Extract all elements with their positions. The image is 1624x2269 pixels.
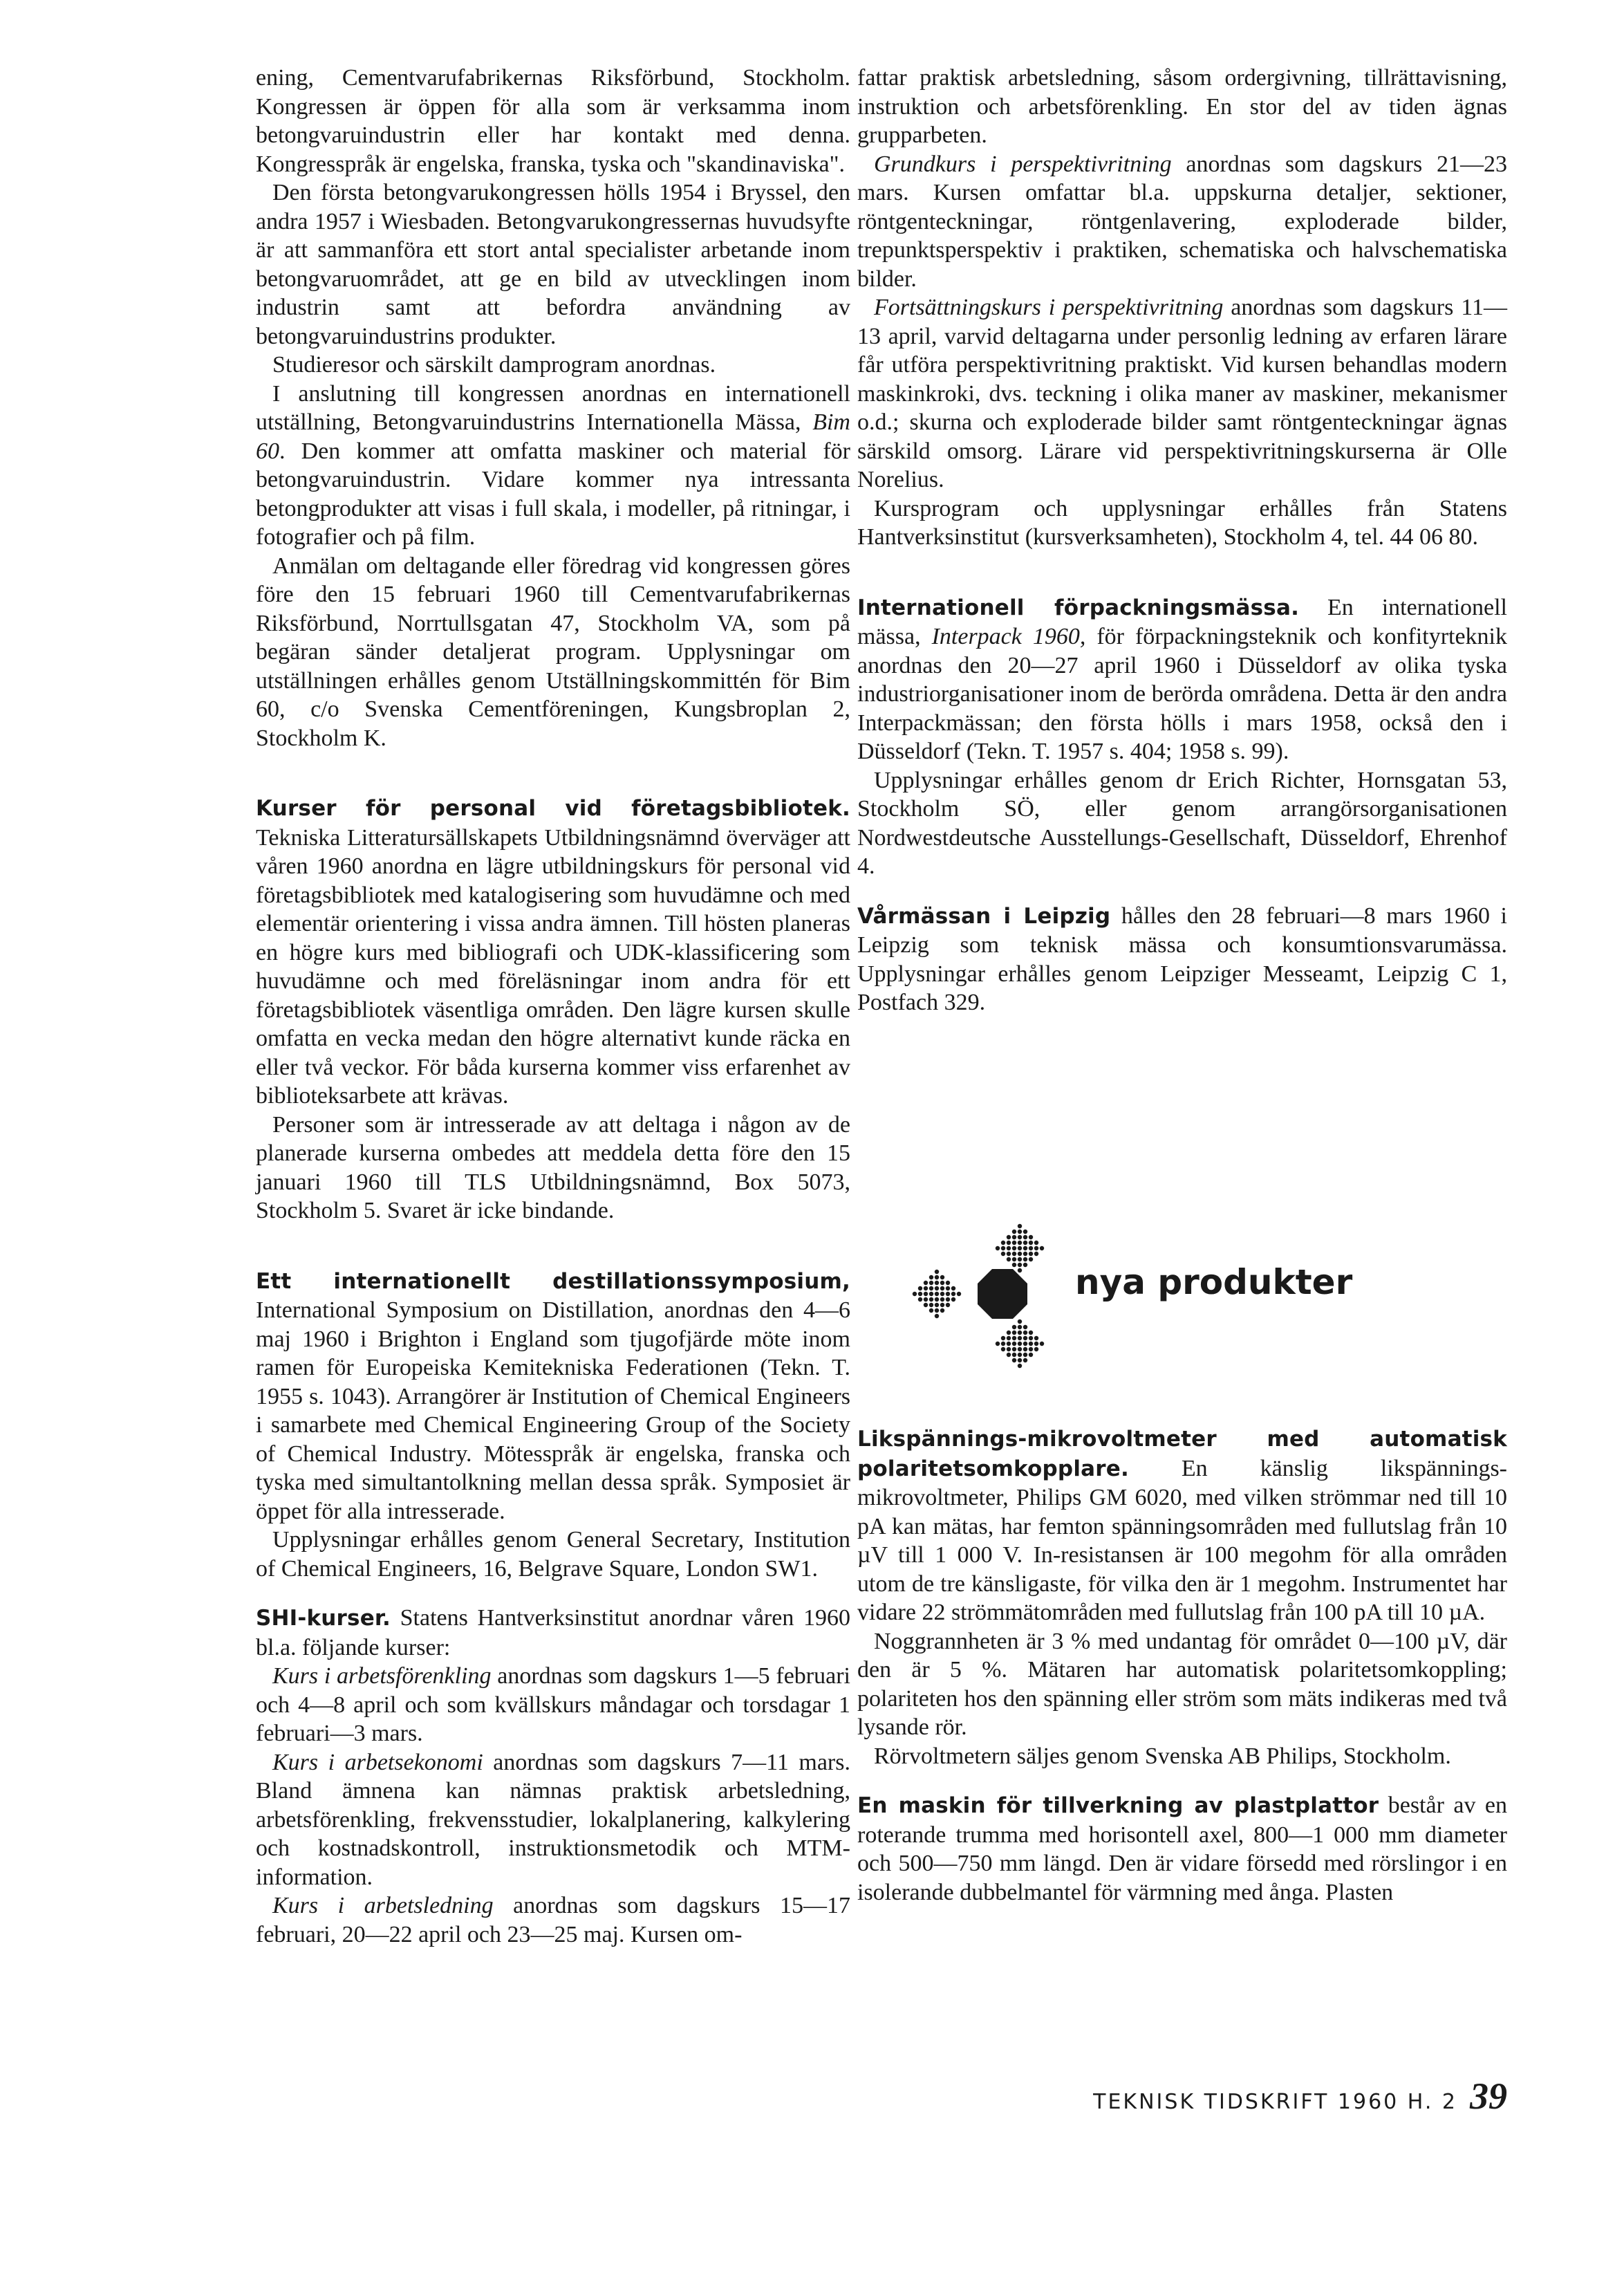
emblem-dot: [1012, 1230, 1016, 1234]
emblem-dot: [935, 1281, 939, 1285]
section-heading: Ett internationellt destillationssymposium,: [256, 1268, 850, 1294]
course-name: Kurs i arbetsekonomi: [272, 1749, 483, 1775]
section-heading: Internationell förpackningsmässa.: [857, 595, 1300, 620]
emblem-dot: [924, 1297, 928, 1302]
emblem-dot: [1040, 1342, 1044, 1346]
octagon-icon: [978, 1269, 1027, 1319]
emblem-dot: [946, 1286, 950, 1290]
emblem-dot: [1023, 1331, 1027, 1335]
emblem-dot: [1012, 1358, 1016, 1362]
text-run: anordnas som dagskurs 1—5 februari och 4—8 april och som kvällskurs måndagar och torsdagar 1 februari—3 mars.: [256, 1663, 850, 1746]
text-run: för förpackningsteknik och konfityrteknik anordnas den 20—27 april 1960 i Düsseldorf av olika tyska industriorganisationer inom de berörda områdena. Detta är den andra Interpackmässan; den första hölls i mars 1958, också den i Düsseldorf (Tekn. T. 1957 s. 404; 1958 s. 99).: [857, 624, 1508, 764]
emblem-dot: [1023, 1230, 1027, 1234]
article-packaging-fair: [857, 593, 1507, 766]
emblem-dot: [1018, 1325, 1022, 1329]
emblem-dot: [1007, 1246, 1011, 1250]
emblem-dot: [1001, 1342, 1005, 1346]
emblem-dot: [924, 1281, 928, 1285]
paragraph: [857, 293, 1507, 494]
text-run: anordnas som dagskurs 21—23 mars. Kursen omfattar bl.a. uppskurna detaljer, sektioner, röntgenteckningar, röntgenlavering, exploderade bilder, trepunktsperspektiv i praktiken, schematiska och halvschematiska bilder.: [857, 151, 1507, 292]
emblem-dot: [1001, 1246, 1005, 1250]
emblem-dot: [1023, 1336, 1027, 1340]
emblem-dot: [1023, 1252, 1027, 1256]
emblem-dot: [929, 1275, 933, 1279]
emblem-dot: [1023, 1347, 1027, 1351]
emblem-dot: [1029, 1336, 1033, 1340]
emblem-dot: [1012, 1263, 1016, 1267]
paragraph: Kursprogram och upplysningar erhålles från Statens Hantverksinstitut (kursverksamheten), Stockholm 4, tel. 44 06 80.: [857, 495, 1507, 550]
paragraph: Den första betongvarukongressen hölls 1954 i Bryssel, den andra 1957 i Wiesbaden. Betongvarukongressernas huvudsyfte är att sammanföra ett stort antal specialister arbetande inom betongvaruområdet, att ge en bild av utvecklingen inom industrin samt att befordra användning av betongvaruindustrins produkter.: [256, 180, 850, 349]
emblem-dot: [918, 1286, 922, 1290]
article-microvoltmeter: [857, 1425, 1507, 1627]
emblem-dot: [1034, 1241, 1038, 1245]
emblem-dot: [1023, 1353, 1027, 1357]
emblem-dot: [929, 1303, 933, 1307]
emblem-dot: [946, 1297, 950, 1302]
text-run: Statens Hantverksinstitut anordnar våren 1960 bl.a. följande kurser:: [256, 1605, 850, 1660]
emblem-dot: [1012, 1325, 1016, 1329]
emblem-dot: [1007, 1241, 1011, 1245]
emblem-dot: [1012, 1347, 1016, 1351]
paragraph: [256, 1891, 850, 1949]
emblem-dot: [1018, 1224, 1022, 1228]
emblem-dot: [946, 1292, 950, 1296]
article-library-courses: [256, 794, 850, 1111]
emblem-dot: [1012, 1336, 1016, 1340]
emblem-dot: [935, 1286, 939, 1290]
emblem-dot: [929, 1292, 933, 1296]
emblem-dot: [951, 1292, 955, 1296]
emblem-dot: [1029, 1241, 1033, 1245]
emblem-dot: [1029, 1347, 1033, 1351]
new-products-title: nya produkter: [1075, 1262, 1353, 1302]
emblem-dot: [957, 1292, 961, 1296]
emblem-dot: [1018, 1342, 1022, 1346]
left-column: [256, 64, 850, 1949]
emblem-dot: [935, 1297, 939, 1302]
emblem-dot: [1018, 1230, 1022, 1234]
emblem-dot: [929, 1308, 933, 1313]
emblem-dot: [1001, 1252, 1005, 1256]
emblem-dot: [935, 1303, 939, 1307]
emblem-dot: [1018, 1358, 1022, 1362]
paragraph: fattar praktisk arbetsledning, såsom ordergivning, tillrättavisning, instruktion och arbetsförenkling. En stor del av tiden ägnas grupparbeten.: [857, 65, 1507, 148]
emblem-dot: [913, 1292, 917, 1296]
text-run: International Symposium on Distillation, anordnas den 4—6 maj 1960 i Brighton i England som tjugofjärde möte inom ramen för Europeiska Kemitekniska Federationen (Tekn. T. 1955 s. 1043). Arrangörer är Institution of Chemical Engineers i samarbete med Chemical Engineering Group of the Society of Chemical Industry. Mötesspråk är engelska, franska och tyska med simultantolkning mellan dessa språk. Symposiet är öppet för alla intresserade.: [256, 1297, 850, 1524]
emblem-dot: [1018, 1336, 1022, 1340]
emblem-dot: [1007, 1252, 1011, 1256]
emblem-dot: [1012, 1241, 1016, 1245]
emblem-dot: [946, 1281, 950, 1285]
emblem-dot: [929, 1281, 933, 1285]
paragraph: ening, Cementvarufabrikernas Riksförbund, Stockholm. Kongressen är öppen för alla som är verksamma inom betongvaruindustrin eller har kontakt med denna. Kongresspråk är engelska, franska, tyska och "skandinaviska".: [256, 65, 850, 177]
emblem-dot: [1023, 1235, 1027, 1239]
article-leipzig-fair: [857, 902, 1507, 1017]
emblem-dot: [1007, 1257, 1011, 1261]
text-run: En känslig likspännings-mikrovoltmeter, Philips GM 6020, med vilken strömmar ned till 10 pA kan mätas, har femton spänningsområden med fullutslag från 10 µV till 1 000 V. In-resistansen är 100 megohm för alla områden utom de tre känsligaste, för vilka den är 1 megohm. Instrumentet har vidare 22 strömmätområden med fullutslag från 100 pA till 10 µA.: [857, 1455, 1507, 1625]
emblem-dot: [935, 1292, 939, 1296]
emblem-dot: [940, 1286, 944, 1290]
emblem-dot: [1012, 1342, 1016, 1346]
emblem-dot: [1018, 1353, 1022, 1357]
paragraph: Personer som är intresserade av att deltaga i någon av de planerade kurserna ombedes att meddela detta före den 15 januari 1960 till TLS Utbildningsnämnd, Box 5073, Stockholm 5. Svaret är icke bindande.: [256, 1111, 850, 1223]
emblem-dot: [940, 1275, 944, 1279]
text-run: En internationell mässa,: [857, 594, 1507, 649]
paragraph: [857, 150, 1507, 294]
new-products-emblem-icon: [892, 1221, 1085, 1380]
text-run: anordnas som dagskurs 7—11 mars. Bland ämnena kan nämnas praktisk arbetsledning, arbetsförenkling, frekvensstudier, lokalplanering, kalkylering och kostnadskontroll, instruktionsmetodik och MTM-information.: [256, 1749, 850, 1890]
paragraph: Anmälan om deltagande eller föredrag vid kongressen göres före den 15 februari 1960 till Cementvarufabrikernas Riksförbund, Norrtullsgatan 47, Stockholm VA, som på begäran sänder detaljerat program. Upplysningar om utställningen erhålles genom Utställningskommittén för Bim 60, c/o Svenska Cementföreningen, Kungsbroplan 2, Stockholm K.: [256, 553, 850, 751]
publication-name: TEKNISK TIDSKRIFT 1960 H. 2: [1093, 2090, 1457, 2114]
emblem-dot: [946, 1303, 950, 1307]
emblem-dot: [1007, 1342, 1011, 1346]
emblem-dot: [1018, 1268, 1022, 1272]
emblem-dot: [918, 1297, 922, 1302]
emblem-dot: [935, 1275, 939, 1279]
emblem-dot: [940, 1292, 944, 1296]
emblem-dot: [1018, 1364, 1022, 1368]
emblem-dot: [1023, 1241, 1027, 1245]
emblem-dot: [1007, 1336, 1011, 1340]
page-number: 39: [1470, 2075, 1507, 2117]
emblem-dot: [918, 1292, 922, 1296]
emblem-dot: [1034, 1347, 1038, 1351]
text-run: . Den kommer att omfatta maskiner och material för betongvaruindustrin. Vidare kommer nya intressanta betongprodukter att visas i full skala, i modeller, på ritningar, i fotografier och på film.: [256, 438, 850, 550]
emblem-dot: [940, 1303, 944, 1307]
emblem-dot: [935, 1314, 939, 1318]
emblem-dot: [1023, 1246, 1027, 1250]
emblem-dot: [924, 1286, 928, 1290]
course-name: Fortsättningskurs i perspektivritning: [874, 295, 1224, 320]
emblem-dot: [924, 1303, 928, 1307]
article-distillation-symposium: [256, 1267, 850, 1526]
article-shi-courses: [256, 1604, 850, 1662]
emblem-dot: [924, 1292, 928, 1296]
emblem-dot: [1023, 1325, 1027, 1329]
emblem-dot: [951, 1297, 955, 1302]
emblem-dot: [1012, 1331, 1016, 1335]
emblem-dot: [1012, 1252, 1016, 1256]
emblem-dot: [1034, 1252, 1038, 1256]
text-run: består av en roterande trumma med horisontell axel, 800—1 000 mm diameter och 500—750 mm längd. Den är vidare försedd med rörslingor i en isolerande dubbelmantel för värmning med ånga. Plasten: [857, 1793, 1507, 1905]
emblem-dot: [929, 1286, 933, 1290]
emblem-dot: [1018, 1263, 1022, 1267]
course-name: Kurs i arbetsförenkling: [272, 1663, 492, 1689]
emblem-dot: [1029, 1257, 1033, 1261]
emblem-dot: [1029, 1252, 1033, 1256]
paragraph: [256, 380, 850, 552]
emblem-dot: [996, 1342, 1000, 1346]
emblem-dot: [1029, 1235, 1033, 1239]
emblem-dot: [1023, 1342, 1027, 1346]
emblem-dot: [940, 1297, 944, 1302]
emblem-dot: [1034, 1342, 1038, 1346]
emblem-dot: [1007, 1331, 1011, 1335]
emblem-dot: [996, 1246, 1000, 1250]
emblem-dot: [1007, 1235, 1011, 1239]
emblem-dot: [1018, 1235, 1022, 1239]
emblem-dot: [1018, 1331, 1022, 1335]
emblem-dot: [1034, 1336, 1038, 1340]
paragraph: Studieresor och särskilt damprogram anordnas.: [272, 352, 716, 378]
emblem-dot: [1023, 1358, 1027, 1362]
paragraph: Rörvoltmetern säljes genom Svenska AB Philips, Stockholm.: [874, 1743, 1451, 1769]
emblem-dot: [1001, 1347, 1005, 1351]
emblem-dot: [1029, 1331, 1033, 1335]
emblem-dot: [1029, 1353, 1033, 1357]
paragraph: [256, 1662, 850, 1748]
section-heading: En maskin för tillverkning av plastplattor: [857, 1793, 1379, 1818]
emblem-dot: [1012, 1257, 1016, 1261]
emblem-dot: [1018, 1319, 1022, 1324]
emblem-dot: [1023, 1257, 1027, 1261]
course-name: Kurs i arbetsledning: [272, 1893, 494, 1918]
section-heading: Vårmässan i Leipzig: [857, 903, 1111, 929]
section-heading: SHI-kurser.: [256, 1606, 391, 1631]
text-run: I anslutning till kongressen anordnas en internationell utställning, Betongvaruindustrins Internationella Mässa,: [256, 380, 850, 435]
emblem-dot: [1018, 1347, 1022, 1351]
emblem-dot: [1018, 1246, 1022, 1250]
page-footer: [1058, 2075, 1507, 2116]
right-column-lower: [857, 1425, 1507, 1907]
emblem-dot: [951, 1286, 955, 1290]
emblem-dot: [1018, 1257, 1022, 1261]
section-heading: Likspännings-mikrovoltmeter med automatisk polaritetsomkopplare.: [857, 1427, 1507, 1481]
emblem-dot: [1029, 1246, 1033, 1250]
emblem-dot: [1012, 1246, 1016, 1250]
article-plastic-machine: [857, 1791, 1507, 1907]
emblem-dot: [1012, 1353, 1016, 1357]
fair-name: Interpack 1960,: [931, 624, 1086, 649]
emblem-dot: [1029, 1342, 1033, 1346]
emblem-dot: [1040, 1246, 1044, 1250]
text-run: anordnas som dagskurs 11—13 april, varvid deltagarna under personlig ledning av erfaren lärare får utföra perspektivritning praktiskt. Vid kursen behandlas modern maskinkroki, dvs. teckning i olika maner av maskiner, mekanismer o.d.; skurna och exploderade bilder samt röntgenteckningar ägnas särskild omsorg. Lärare vid perspektivritningskurserna är Olle Norelius.: [857, 295, 1508, 492]
text-run: Tekniska Litteratursällskapets Utbildningsnämnd överväger att våren 1960 anordna en lägre utbildningskurs för personal vid företagsbibliotek med katalogisering som huvudämne och med elementär orientering i vissa andra ämnen. Till hösten planeras en högre kurs med bibliografi och UDK-klassificering som huvudämne och med föreläsningar inom andra för ett företagsbibliotek väsentliga områden. Den lägre kursen skulle omfatta en vecka medan den högre alternativt kunde räcka en eller två veckor. För båda kurserna kommer viss erfarenhet av biblioteksarbete att krävas.: [256, 824, 850, 1109]
emblem-dot: [929, 1297, 933, 1302]
emblem-dot: [1007, 1347, 1011, 1351]
emblem-dot: [1023, 1263, 1027, 1267]
right-column: [857, 64, 1507, 1017]
section-heading: Kurser för personal vid företagsbibliotek.: [256, 796, 850, 821]
emblem-dot: [935, 1270, 939, 1274]
course-name: Grundkurs i perspektivritning: [874, 151, 1172, 177]
emblem-dot: [940, 1281, 944, 1285]
paragraph: [256, 1748, 850, 1892]
exhibition-name: Bim 60: [256, 409, 850, 464]
text-run: hålles den 28 februari—8 mars 1960 i Leipzig som teknisk mässa och konsumtionsvarumässa. Upplysningar erhålles genom Leipziger Messeamt, Leipzig C 1, Postfach 329.: [857, 902, 1507, 1015]
new-products-logo: [892, 1221, 1376, 1380]
emblem-dot: [935, 1308, 939, 1313]
emblem-dot: [1012, 1235, 1016, 1239]
emblem-dot: [1001, 1336, 1005, 1340]
text-run: anordnas som dagskurs 15—17 februari, 20—22 april och 23—25 maj. Kursen om-: [256, 1893, 850, 1947]
paragraph: Noggrannheten är 3 % med undantag för området 0—100 µV, där den är 5 %. Mätaren har automatisk polaritetsomkoppling; polariteten hos den spänning eller ström som mäts indikeras med två lysande rör.: [857, 1628, 1507, 1740]
emblem-dot: [1007, 1353, 1011, 1357]
paragraph: Upplysningar erhålles genom dr Erich Richter, Hornsgatan 53, Stockholm SÖ, eller genom arrangörsorganisationen Nordwestdeutsche Ausstellungs-Gesellschaft, Düsseldorf, Ehrenhof 4.: [857, 767, 1507, 879]
emblem-dot: [940, 1308, 944, 1313]
emblem-dot: [1034, 1246, 1038, 1250]
emblem-dot: [1018, 1241, 1022, 1245]
emblem-dot: [1018, 1252, 1022, 1256]
paragraph: Upplysningar erhålles genom General Secretary, Institution of Chemical Engineers, 16, Belgrave Square, London SW1.: [256, 1527, 850, 1582]
emblem-dot: [1001, 1241, 1005, 1245]
